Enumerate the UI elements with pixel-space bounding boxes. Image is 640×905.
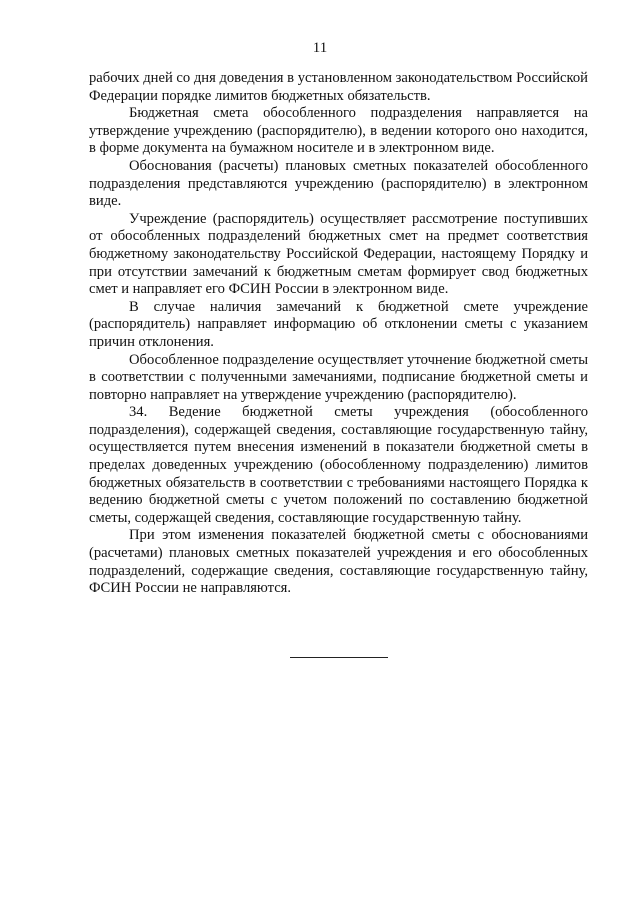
paragraph-correction: Обособленное подразделение осуществляет уточнение бюджетной сметы в соответствии с полученными замечаниями, подписание бюджетной сметы и повторно направляет на утверждение учреждению (распорядителю). bbox=[89, 351, 588, 403]
paragraph-justifications: Обоснования (расчеты) плановых сметных показателей обособленного подразделения представляются учреждению (распорядителю) в электронном виде. bbox=[89, 157, 588, 210]
end-rule-divider bbox=[290, 657, 388, 658]
document-body bbox=[89, 70, 588, 598]
page-number: 11 bbox=[312, 40, 328, 56]
paragraph-changes-not-sent: При этом изменения показателей бюджетной сметы с обоснованиями (расчетами) плановых сметных показателей учреждения и его обособленных подразделений, содержащие сведения, составляющие государственную тайну, ФСИН России не направляются. bbox=[89, 527, 588, 597]
paragraph-continuation: рабочих дней со дня доведения в установленном законодательством Российской Федерации порядке лимитов бюджетных обязательств. bbox=[89, 70, 588, 104]
paragraph-review: Учреждение (распорядитель) осуществляет рассмотрение поступивших от обособленных подразделений бюджетных смет на предмет соответствия бюджетному законодательству Российской Федерации, настоящему Порядку и при отсутствии замечаний к бюджетным сметам формирует свод бюджетных смет и направляет его ФСИН России в электронном виде. bbox=[89, 210, 588, 298]
paragraph-remarks: В случае наличия замечаний к бюджетной смете учреждение (распорядитель) направляет информацию об отклонении сметы с указанием причин отклонения. bbox=[89, 298, 588, 350]
paragraph-estimate-approval: Бюджетная смета обособленного подразделения направляется на утверждение учреждению (распорядителю), в ведении которого оно находится, в форме документа на бумажном носителе и в электронном виде. bbox=[89, 105, 588, 157]
paragraph-item-34: 34. Ведение бюджетной сметы учреждения (обособленного подразделения), содержащей сведения, составляющие государственную тайну, осуществляется путем внесения изменений в показатели бюджетной сметы в пределах доведенных учреждению (обособленному подразделению) лимитов бюджетных обязательств в соответствии с требованиями настоящего Порядка к ведению бюджетной сметы с учетом положений по составлению бюджетной сметы, содержащей сведения, составляющие государственную тайну. bbox=[89, 404, 588, 526]
